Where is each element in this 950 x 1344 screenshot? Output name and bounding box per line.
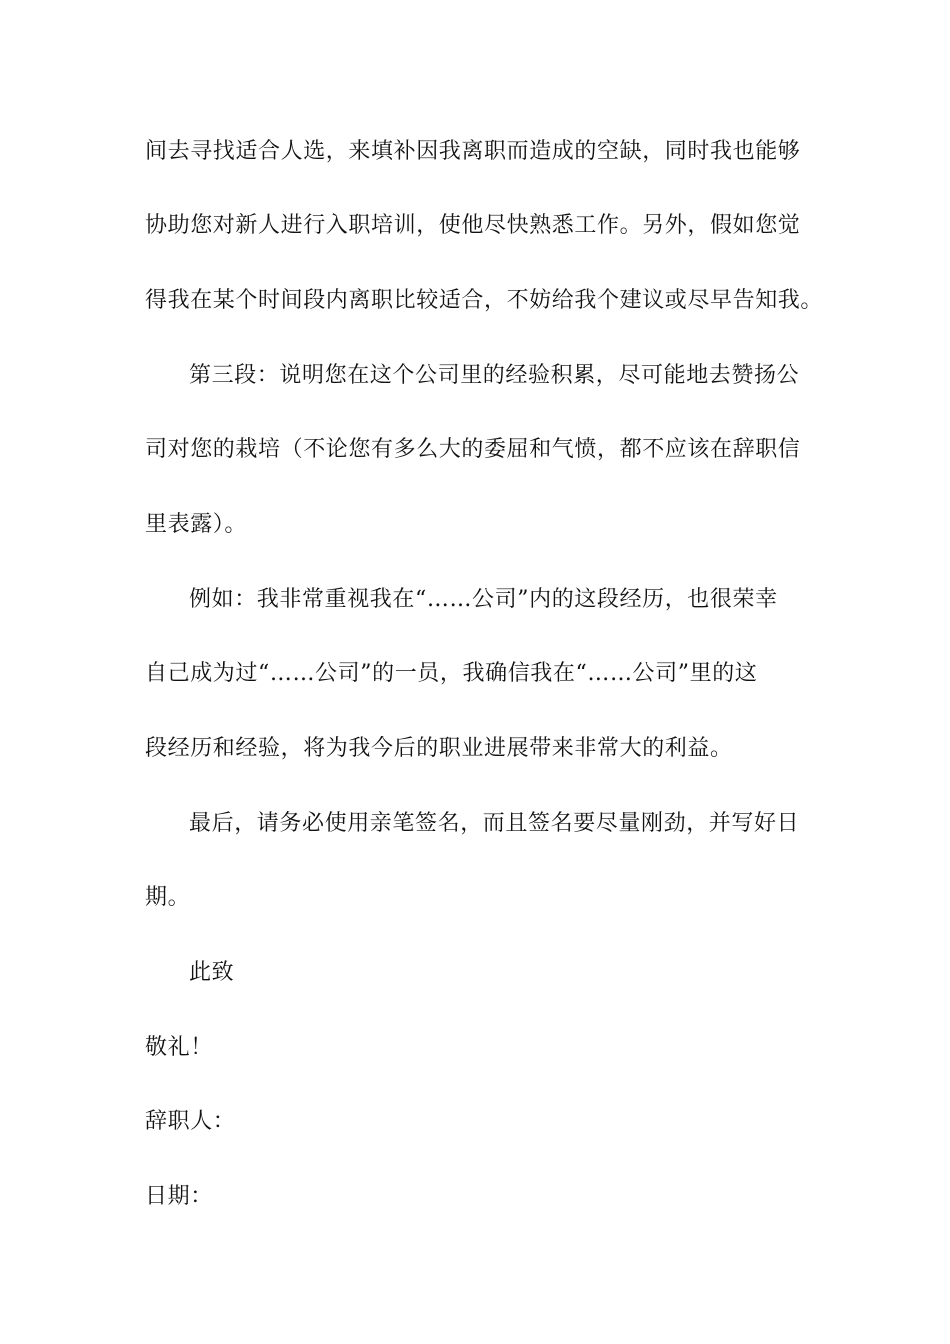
date-label: 日期： — [145, 1184, 213, 1209]
paragraph-line: 间去寻找适合人选，来填补因我离职而造成的空缺，同时我也能够 — [145, 139, 801, 164]
paragraph-line: 例如：我非常重视我在“……公司”内的这段经历，也很荣幸 — [189, 587, 778, 612]
paragraph-line: 第三段：说明您在这个公司里的经验积累，尽可能地去赞扬公 — [189, 363, 800, 388]
paragraph-line: 最后，请务必使用亲笔签名，而且签名要尽量刚劲，并写好日 — [189, 811, 800, 836]
resigner-label: 辞职人： — [145, 1109, 236, 1134]
closing-regards: 敬礼！ — [145, 1035, 213, 1060]
paragraph-line: 协助您对新人进行入职培训，使他尽快熟悉工作。另外，假如您觉 — [145, 213, 801, 238]
paragraph-line: 司对您的栽培（不论您有多么大的委屈和气愤，都不应该在辞职信 — [145, 437, 801, 462]
paragraph-line: 得我在某个时间段内离职比较适合，不妨给我个建议或尽早告知我。 — [145, 288, 824, 313]
paragraph-line: 里表露）。 — [145, 512, 248, 537]
paragraph-line: 段经历和经验，将为我今后的职业进展带来非常大的利益。 — [145, 736, 733, 761]
paragraph-line: 自己成为过“……公司”的一员，我确信我在“……公司”里的这 — [145, 661, 758, 686]
closing-salutation: 此致 — [189, 960, 235, 985]
paragraph-line: 期。 — [145, 885, 191, 910]
